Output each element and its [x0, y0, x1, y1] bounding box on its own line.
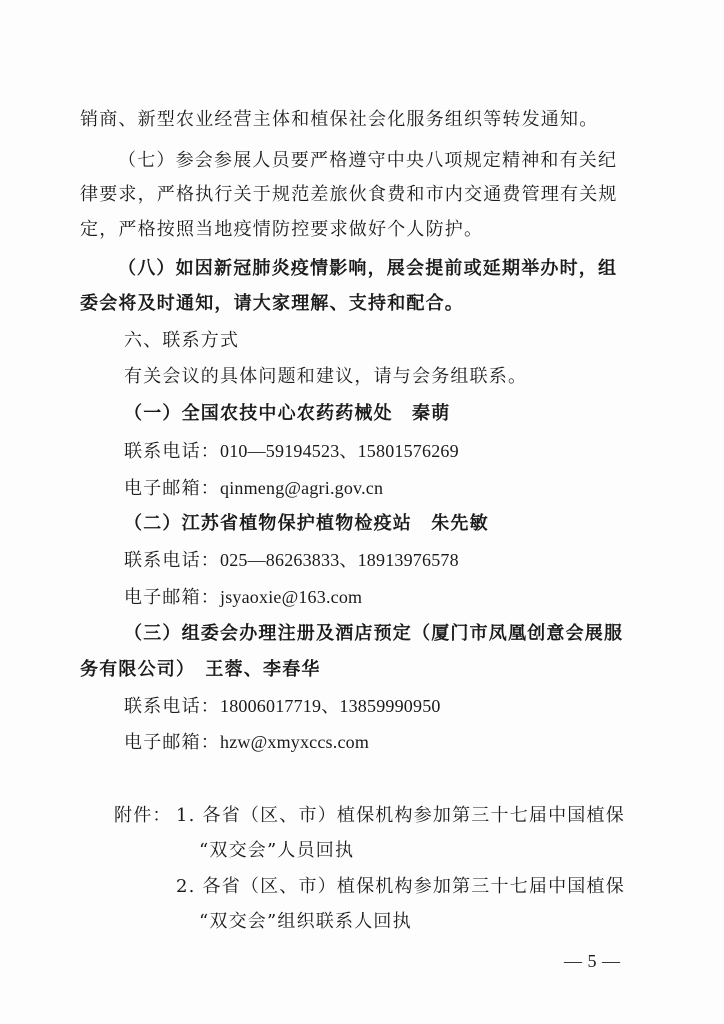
contact-3-heading-line-1: （三）组委会办理注册及酒店预定（厦门市凤凰创意会展服: [124, 623, 624, 644]
contact-2-phone-row: [124, 547, 459, 574]
contact-1-email-value: qinmeng@agri.gov.cn: [220, 478, 384, 498]
section-title: 六、联系方式: [124, 330, 240, 351]
paragraph-7-line-3: 定，严格按照当地疫情防控要求做好个人防护。: [80, 219, 484, 240]
contact-1-phone-value: 010—59194523、15801576269: [220, 441, 459, 461]
contact-1-email-label: 电子邮箱：: [124, 478, 220, 499]
contact-2-phone-label: 联系电话：: [124, 550, 220, 571]
page-number: — 5 —: [564, 951, 621, 971]
contact-1-phone-row: [124, 438, 459, 465]
contact-1-email-row: [124, 475, 383, 502]
attachment-2-line-1: 2. 各省（区、市）植保机构参加第三十七届中国植保: [176, 876, 625, 897]
paragraph-line: 销商、新型农业经营主体和植保社会化服务组织等转发通知。: [80, 109, 599, 130]
paragraph-7-line-2: 律要求，严格执行关于规范差旅伙食费和市内交通费管理有关规: [80, 184, 618, 205]
contact-1-heading: （一）全国农技中心农药药械处 秦萌: [124, 403, 451, 424]
contact-3-email-label: 电子邮箱：: [124, 732, 220, 753]
contact-2-email-row: [124, 584, 362, 611]
attachments-label: 附件：: [114, 805, 172, 826]
paragraph-8-line-1: （八）如因新冠肺炎疫情影响，展会提前或延期举办时，组: [118, 258, 618, 279]
contact-1-phone-label: 联系电话：: [124, 441, 220, 462]
contact-2-email-value: jsyaoxie@163.com: [220, 587, 363, 607]
contact-3-phone-label: 联系电话：: [124, 696, 220, 717]
paragraph-7-line-1: （七）参会参展人员要严格遵守中央八项规定精神和有关纪: [118, 150, 618, 171]
contact-3-email-row: [124, 729, 369, 756]
contact-3-phone-value: 18006017719、13859990950: [220, 696, 441, 716]
contact-3-email-value: hzw@xmyxccs.com: [220, 732, 370, 752]
contact-2-email-label: 电子邮箱：: [124, 587, 220, 608]
attachment-2-line-2: “双交会”组织联系人回执: [199, 911, 412, 932]
contact-2-phone-value: 025—86263833、18913976578: [220, 550, 459, 570]
attachment-1-line-1: 1. 各省（区、市）植保机构参加第三十七届中国植保: [176, 805, 625, 826]
paragraph-8-line-2: 委会将及时通知，请大家理解、支持和配合。: [80, 293, 464, 314]
attachment-1-line-2: “双交会”人员回执: [199, 840, 355, 861]
contact-3-heading-line-2: 务有限公司） 王蓉、李春华: [80, 659, 321, 680]
contact-3-phone-row: [124, 693, 441, 720]
contact-2-heading: （二）江苏省植物保护植物检疫站 朱先敏: [124, 513, 489, 534]
section-intro: 有关会议的具体问题和建议，请与会务组联系。: [124, 366, 528, 387]
